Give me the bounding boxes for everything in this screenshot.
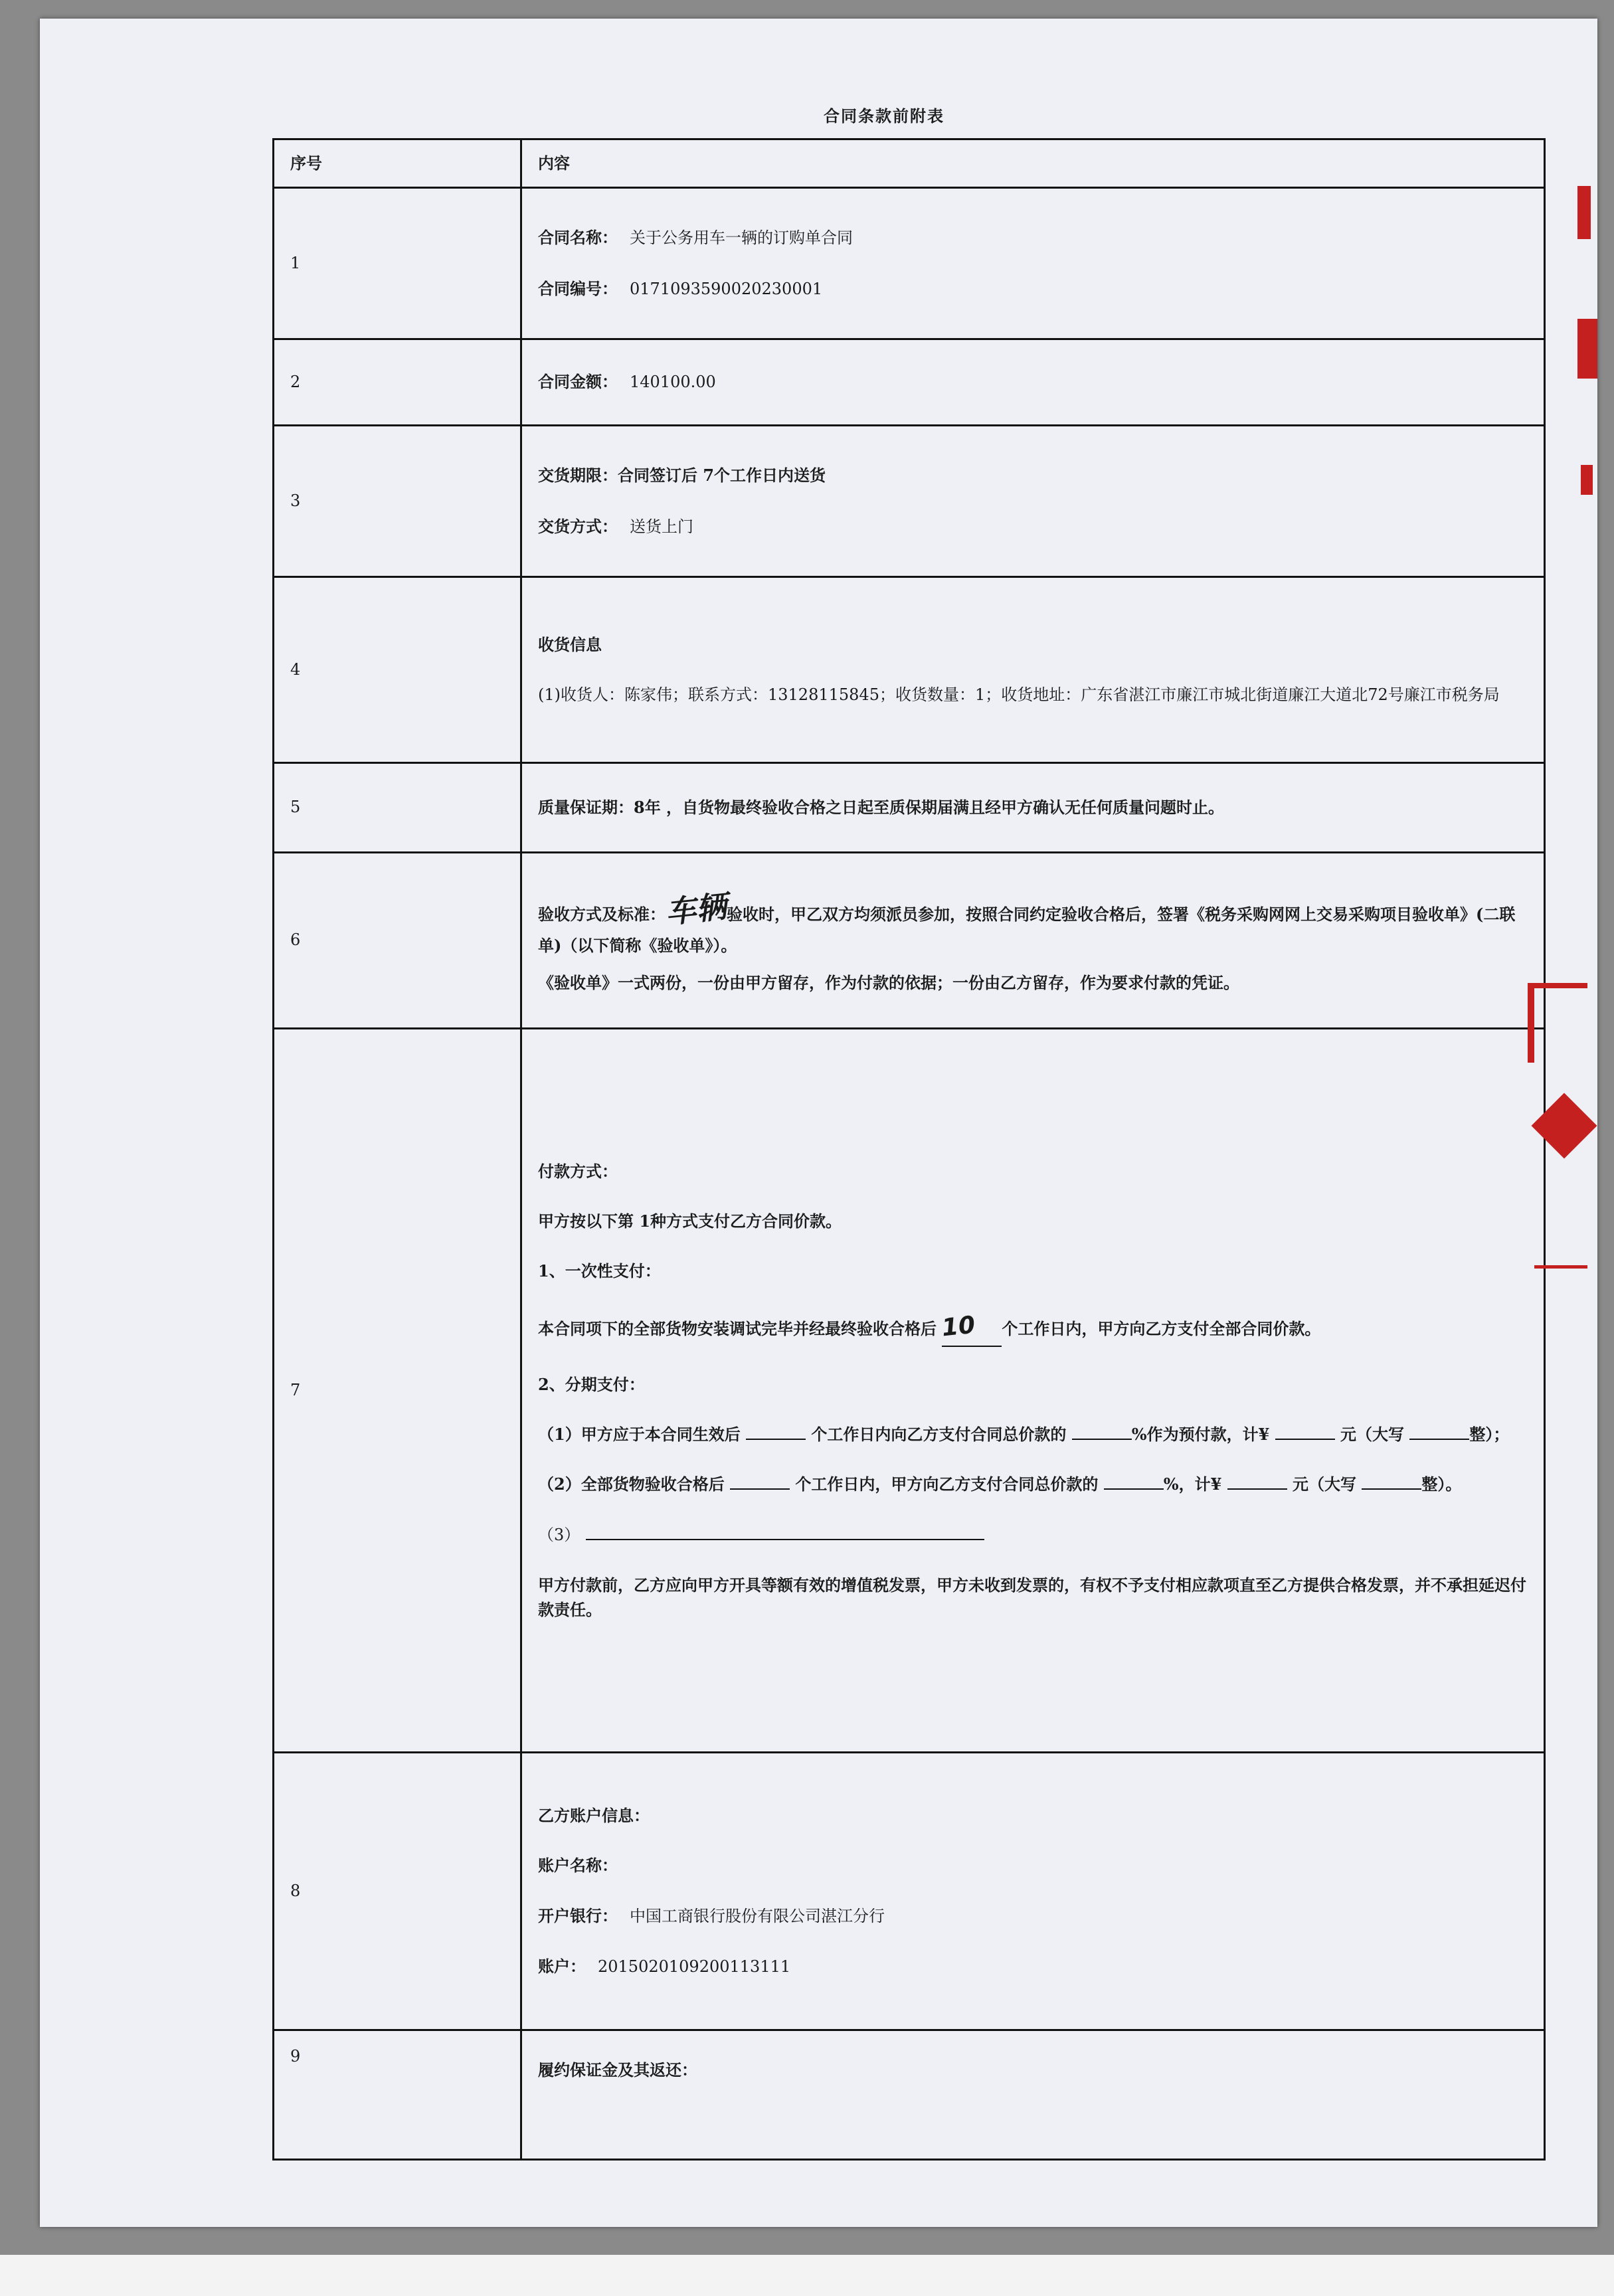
table-row [274,853,1545,1029]
row-content [521,577,1545,763]
installment-2-text-e: 整）。 [1421,1474,1462,1494]
row-number: 1 [274,188,521,339]
account-number-value: 2015020109200113111 [598,1957,791,1976]
row-content [521,853,1545,1029]
row-content [521,188,1545,339]
contract-code-label: 合同编号： [538,278,618,298]
acceptance-form-text: 《验收单》一式两份，一份由甲方留存，作为付款的依据；一份由乙方留存，作为要求付款的凭证。 [538,972,1239,992]
contract-code-value: 0171093590020230001 [630,279,823,298]
account-number-label: 账户： [538,1956,586,1976]
table-row [274,426,1545,577]
table-row [274,763,1545,853]
installment-heading: 2、分期支付： [538,1375,645,1395]
delivery-period-label: 交货期限： [538,466,618,486]
bank-value: 中国工商银行股份有限公司湛江分行 [630,1906,885,1925]
one-time-payment-heading: 1、一次性支付： [538,1261,661,1281]
one-time-days-field [942,1308,1002,1347]
acceptance-text: 验收时，甲乙双方均须派员参加，按照合同约定验收合格后，签署《税务采购网网上交易采购项目验收单》(二联单)（以下简称《验收单》）。 [538,905,1516,956]
installment-2-amount-blank [1227,1488,1287,1490]
stamp-fragment [1528,983,1534,1063]
installment-3-blank [586,1539,984,1540]
row-number: 7 [274,1029,521,1753]
installment-1-text-a: （1）甲方应于本合同生效后 [538,1425,741,1445]
stamp-fragment [1528,983,1587,988]
table-row [274,577,1545,763]
scanner-margin [0,2255,1614,2296]
row-number: 3 [274,426,521,577]
installment-2-days-blank [730,1488,790,1490]
installment-1-text-e: 整）； [1469,1425,1510,1445]
contract-terms-table [272,138,1546,2161]
installment-1-text-d: 元（大写 [1340,1425,1405,1445]
one-time-days-value: 10 [941,1311,977,1342]
installment-2-words-blank [1362,1488,1421,1490]
installment-1-words-blank [1409,1439,1469,1440]
delivery-method-value: 送货上门 [630,517,693,536]
row-content [521,1753,1545,2030]
payment-heading: 付款方式： [538,1161,618,1181]
stamp-fragment [1534,1265,1587,1269]
document-title: 合同条款前附表 [824,106,944,126]
stamp-fragment [1577,319,1597,379]
installment-1-amount-blank [1275,1439,1335,1440]
row-content [521,426,1545,577]
row-number: 4 [274,577,521,763]
row-number: 2 [274,339,521,426]
installment-1-text-c: %作为预付款，计¥ [1131,1425,1270,1445]
acceptance-label: 验收方式及标准： [538,905,666,925]
installment-2-text-a: （2）全部货物验收合格后 [538,1474,725,1494]
handwritten-annotation: 车辆 [664,888,729,930]
installment-3-label: （3） [538,1525,581,1544]
contract-name-label: 合同名称： [538,228,618,248]
table-header-row [274,139,1545,188]
stamp-fragment [1581,465,1593,495]
table-row [274,188,1545,339]
row-number: 5 [274,763,521,853]
row-number: 6 [274,853,521,1029]
contract-amount-value: 140100.00 [630,373,716,392]
receiving-info-heading: 收货信息 [538,635,602,655]
installment-2-percent-blank [1104,1488,1164,1490]
installment-1-text-b: 个工作日内向乙方支付合同总价款的 [811,1425,1067,1445]
installment-1-days-blank [746,1439,806,1440]
account-name-label: 账户名称： [538,1856,618,1876]
installment-2-text-d: 元（大写 [1293,1474,1357,1494]
table-row [274,1753,1545,2030]
installment-2-text-c: %，计¥ [1163,1474,1222,1494]
table-row [274,2030,1545,2160]
contract-amount-label: 合同金额： [538,372,618,392]
installment-2-text-b: 个工作日内，甲方向乙方支付合同总价款的 [795,1474,1099,1494]
column-header-num: 序号 [274,139,521,188]
warranty-text: 质量保证期：8年 ，自货物最终验收合格之日起至质保期届满且经甲方确认无任何质量问题时止。 [521,763,1545,853]
row-content [521,1029,1545,1753]
account-info-heading: 乙方账户信息： [538,1806,650,1826]
deposit-heading: 履约保证金及其返还： [521,2030,1545,2160]
column-header-content: 内容 [521,139,1545,188]
receiving-info-detail: (1)收货人：陈家伟；联系方式：13128115845；收货数量：1；收货地址：广东省湛江市廉江市城北街道廉江大道北72号廉江市税务局 [538,685,1500,704]
contract-name-value: 关于公务用车一辆的订购单合同 [630,228,853,248]
delivery-period-value: 合同签订后 7个工作日内送货 [618,466,826,486]
payment-intro: 甲方按以下第 1种方式支付乙方合同价款。 [538,1211,842,1231]
row-number: 9 [274,2030,521,2160]
one-time-pre: 本合同项下的全部货物安装调试完毕并经最终验收合格后 [538,1319,937,1339]
stamp-fragment [1577,186,1591,239]
one-time-post: 个工作日内，甲方向乙方支付全部合同价款。 [1002,1319,1321,1339]
table-row [274,1029,1545,1753]
invoice-clause: 甲方付款前，乙方应向甲方开具等额有效的增值税发票，甲方未收到发票的，有权不予支付相应款项直至乙方提供合格发票，并不承担延迟付款责任。 [538,1575,1526,1620]
row-content [521,339,1545,426]
delivery-method-label: 交货方式： [538,516,618,536]
row-number: 8 [274,1753,521,2030]
table-row [274,339,1545,426]
installment-1-percent-blank [1072,1439,1132,1440]
bank-label: 开户银行： [538,1905,618,1925]
